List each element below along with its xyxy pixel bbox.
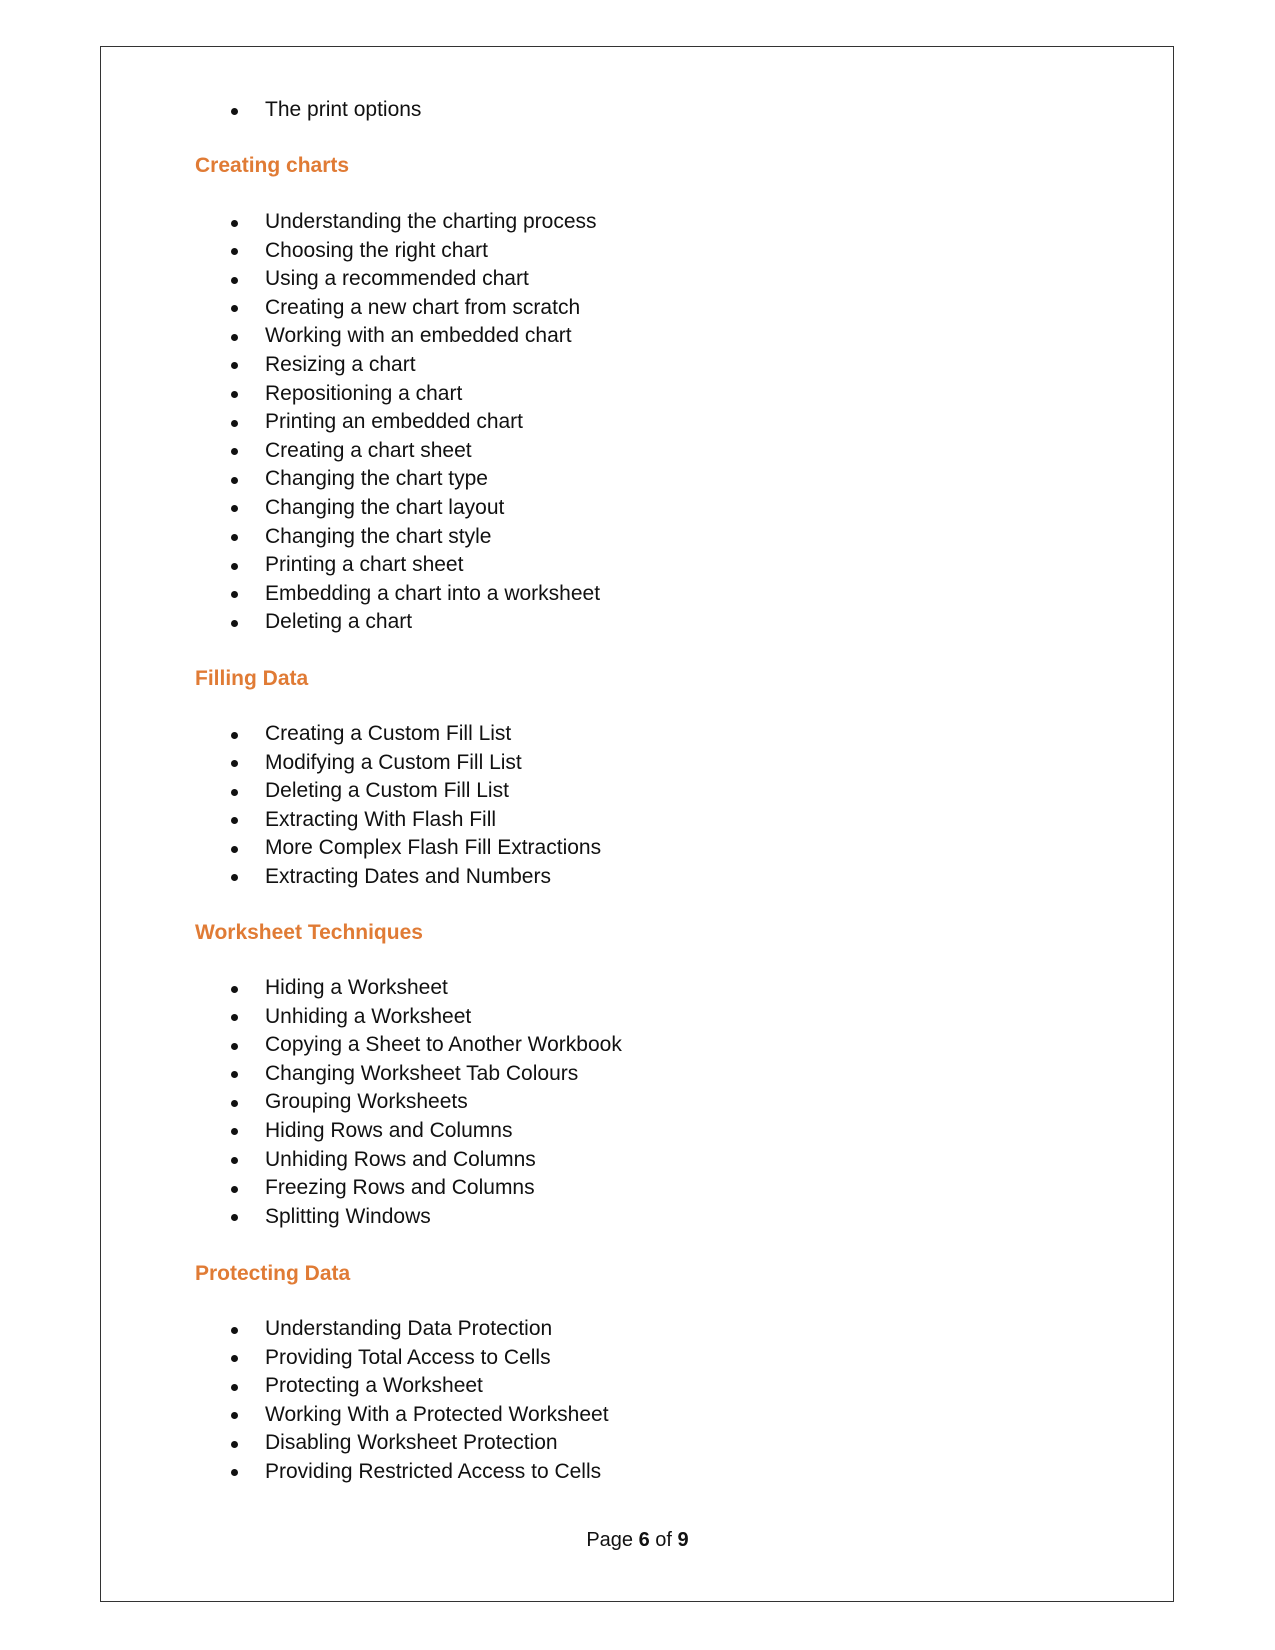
bullet-icon (231, 420, 238, 427)
bullet-icon (231, 391, 238, 398)
section-heading-filling-data: Filling Data (195, 667, 309, 690)
bullet-icon (231, 986, 238, 993)
bullet-icon (231, 477, 238, 484)
page-footer (0, 1526, 1275, 1554)
bullet-icon (231, 277, 238, 284)
bullet-icon (231, 563, 238, 570)
bullet-icon (231, 334, 238, 341)
bullet-icon (231, 1384, 238, 1391)
bullet-icon (231, 620, 238, 627)
bullet-icon (231, 1327, 238, 1334)
page-border (100, 46, 1174, 1602)
section-heading-worksheet-techniques: Worksheet Techniques (195, 921, 423, 944)
bullet-icon (231, 1157, 238, 1164)
bullet-icon (231, 1043, 238, 1050)
bullet-icon (231, 220, 238, 227)
bullet-icon (231, 846, 238, 853)
bullet-icon (231, 732, 238, 739)
bullet-icon (231, 1186, 238, 1193)
section-heading-creating-charts: Creating charts (195, 154, 350, 177)
footer-current-page: 6 (638, 1529, 650, 1551)
bullet-icon (231, 108, 238, 115)
footer-separator: of (655, 1529, 672, 1551)
bullet-icon (231, 789, 238, 796)
bullet-icon (231, 534, 238, 541)
section-heading-protecting-data: Protecting Data (195, 1262, 351, 1285)
footer-prefix: Page (586, 1529, 634, 1551)
bullet-icon (231, 1100, 238, 1107)
footer-total-pages: 9 (677, 1529, 689, 1551)
bullet-icon (231, 1441, 238, 1448)
